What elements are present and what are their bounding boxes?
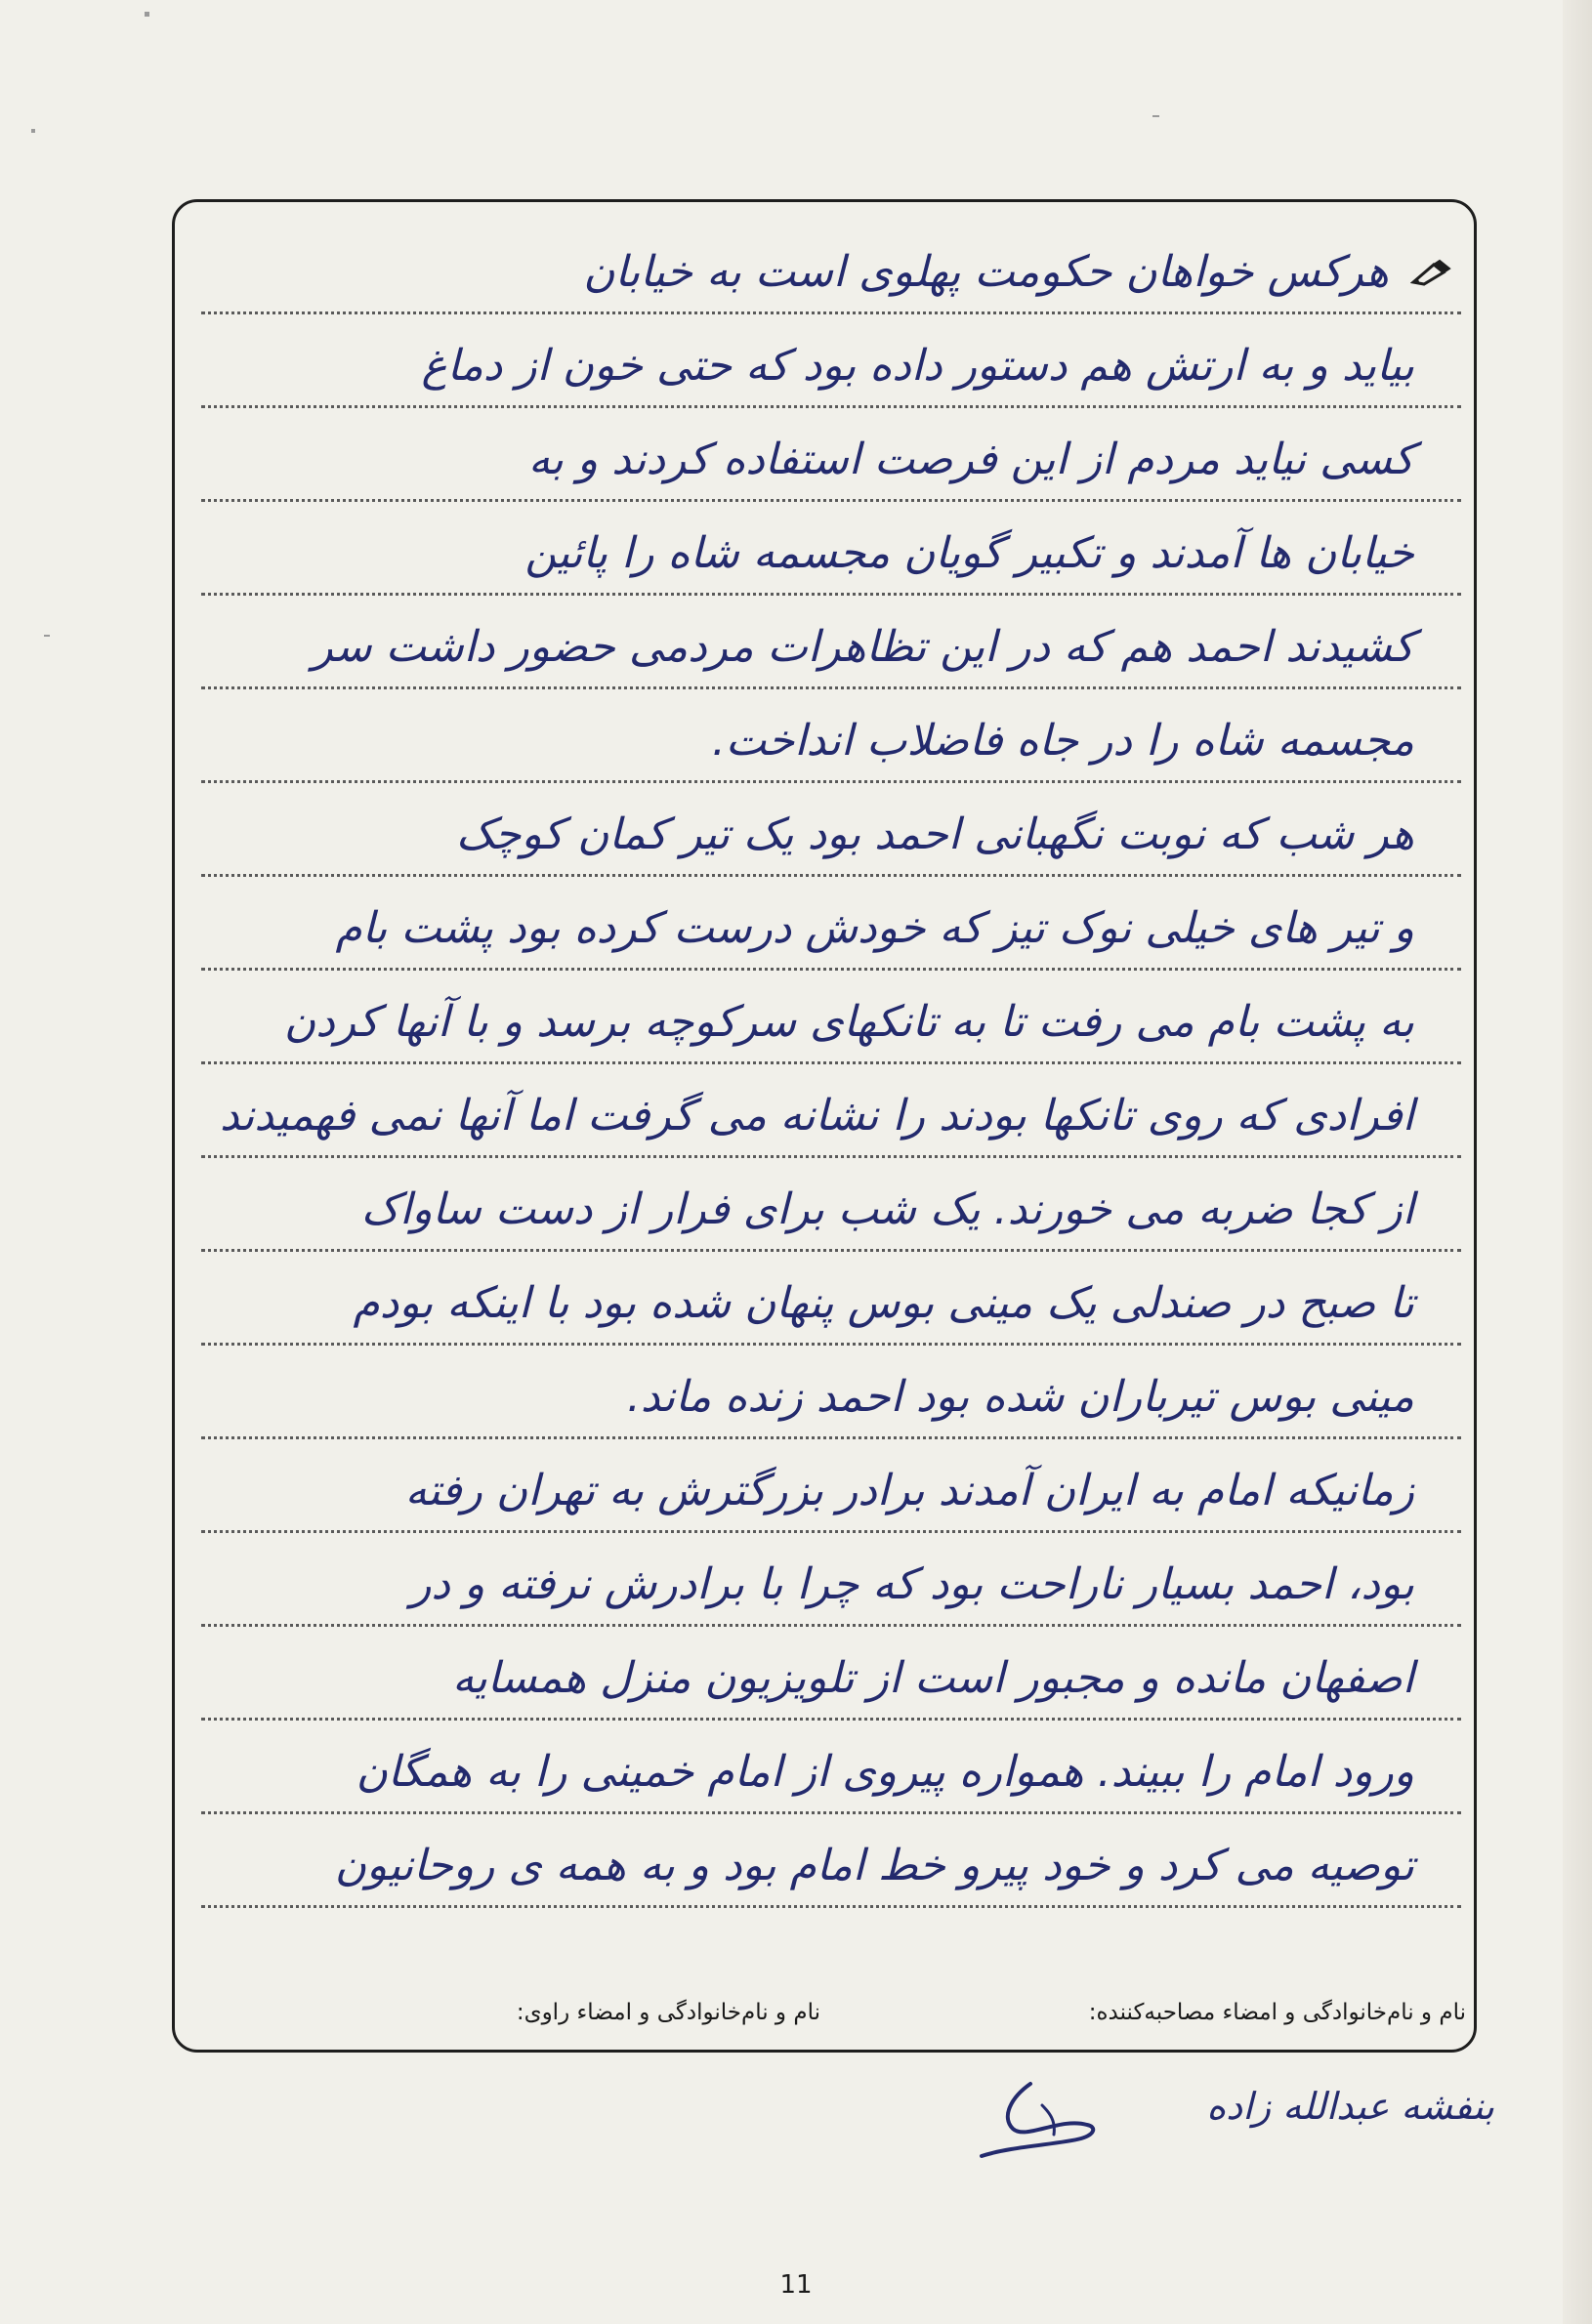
handwritten-text: بود، احمد بسیار ناراحت بود که چرا با برادرش نرفته و در <box>410 1559 1414 1609</box>
handwritten-text: ورود امام را ببیند. همواره پیروی از امام خمینی را به همگان <box>356 1747 1414 1797</box>
scan-speck <box>31 129 35 133</box>
handwritten-text: خیابان ها آمدند و تکبیر گویان مجسمه شاه را پائین <box>524 528 1414 578</box>
text-line <box>201 1814 1461 1908</box>
scan-edge-shadow <box>1563 0 1592 2324</box>
text-line <box>201 689 1461 783</box>
narrator-label: نام و نام‌خانوادگی و امضاء راوی: <box>516 2000 820 2025</box>
text-line <box>201 1346 1461 1439</box>
text-line <box>201 1252 1461 1346</box>
handwritten-text: و تیر های خیلی نوک تیز که خودش درست کرده بود پشت بام <box>335 903 1414 953</box>
scan-speck <box>44 635 50 637</box>
text-line <box>201 596 1461 689</box>
interviewer-name: بنفشه عبدالله زاده <box>1206 2085 1494 2128</box>
text-line <box>201 314 1461 408</box>
handwritten-text: هرکس خواهان حکومت پهلوی است به خیابان <box>583 247 1389 297</box>
handwritten-text: از کجا ضربه می خورند. یک شب برای فرار از دست ساواک <box>360 1184 1414 1234</box>
handwritten-text: مینی بوس تیرباران شده بود احمد زنده ماند. <box>626 1372 1414 1422</box>
text-line <box>201 502 1461 596</box>
handwritten-text: بیاید و به ارتش هم دستور داده بود که حتی خون از دماغ <box>421 341 1414 391</box>
text-line <box>201 783 1461 877</box>
handwritten-text: هر شب که نوبت نگهبانی احمد بود یک تیر کمان کوچک <box>455 809 1414 859</box>
text-line <box>201 1064 1461 1158</box>
text-line <box>201 971 1461 1064</box>
handwritten-text: تا صبح در صندلی یک مینی بوس پنهان شده بود با اینکه بودم <box>353 1278 1414 1328</box>
text-line <box>201 408 1461 502</box>
text-line <box>201 877 1461 971</box>
handwritten-text: افرادی که روی تانکها بودند را نشانه می گرفت اما آنها نمی فهمیدند <box>220 1091 1414 1141</box>
handwritten-text: توصیه می کرد و خود پیرو خط امام بود و به همه ی روحانیون <box>334 1841 1414 1890</box>
handwritten-text: کشیدند احمد هم که در این تظاهرات مردمی حضور داشت سر <box>312 622 1414 672</box>
handwritten-text: مجسمه شاه را در جاه فاضلاب انداخت. <box>711 716 1414 766</box>
interviewer-label: نام و نام‌خانوادگی و امضاء مصاحبه‌کننده: <box>1088 2000 1466 2025</box>
text-line <box>201 1533 1461 1627</box>
handwritten-text: به پشت بام می رفت تا به تانکهای سرکوچه برسد و با آنها کردن <box>283 997 1414 1047</box>
signature-mark <box>972 2078 1104 2168</box>
handwritten-text: اصفهان مانده و مجبور است از تلویزیون منزل همسایه <box>452 1653 1414 1703</box>
text-line <box>201 1439 1461 1533</box>
text-line <box>201 1627 1461 1721</box>
page-number: 11 <box>779 2270 813 2300</box>
scan-speck <box>1152 115 1159 117</box>
text-line <box>201 1721 1461 1814</box>
handwritten-text: کسی نیاید مردم از این فرصت استفاده کردند و به <box>528 435 1414 484</box>
text-line <box>201 221 1461 314</box>
scan-speck <box>145 12 149 17</box>
handwritten-text: زمانیکه امام به ایران آمدند برادر بزرگترش به تهران رفته <box>404 1466 1414 1515</box>
text-line <box>201 1158 1461 1252</box>
